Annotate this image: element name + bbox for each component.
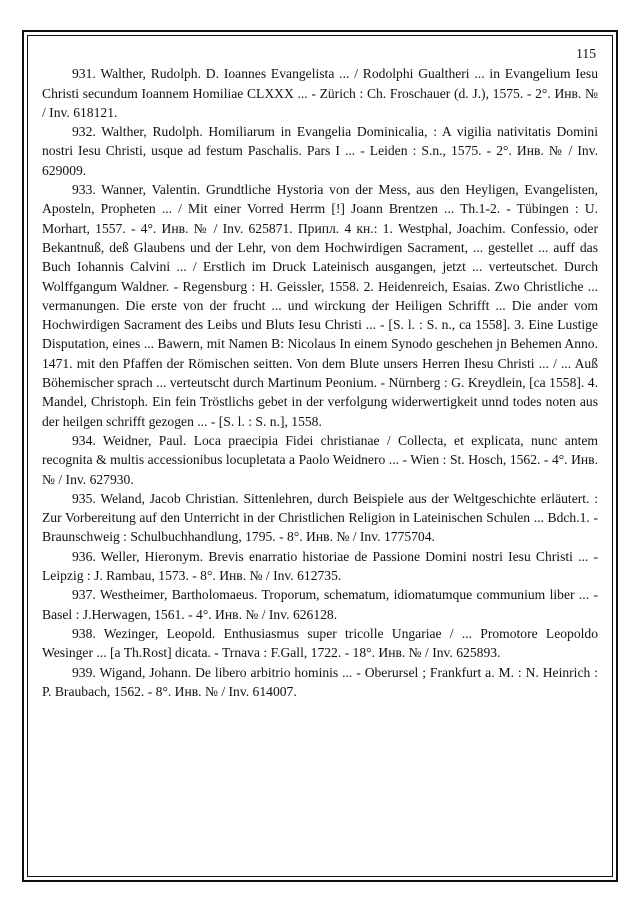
- catalog-entry-938: 938. Wezinger, Leopold. Enthusiasmus super tricolle Ungariae / ... Promotore Leopoldo Wesinger ... [a Th.Rost] dicata. - Trnava : F.Gall, 1722. - 18°. Инв. № / Inv. 625893.: [42, 625, 598, 661]
- catalog-entry-932: 932. Walther, Rudolph. Homiliarum in Evangelia Dominicalia, : A vigilia nativitatis Domini nostri Iesu Christi, usque ad festum Paschalis. Pars I ... - Leiden : S.n., 1575. - 2°. Инв. № / Inv. 629009.: [42, 124, 598, 178]
- catalog-entry-931: 931. Walther, Rudolph. D. Ioannes Evangelista ... / Rodolphi Gualtheri ... in Evangelium Iesu Christi secundum Ioannem Homiliae CLXXX ... - Zürich : Ch. Froschauer (d. J.), 1575. - 2°. Инв. № / Inv. 618121.: [42, 66, 598, 120]
- catalog-entry-937: 937. Westheimer, Bartholomaeus. Troporum, schematum, idiomatumque communium liber ... - Basel : J.Herwagen, 1561. - 4°. Инв. № / Inv. 626128.: [42, 587, 598, 622]
- catalog-entry-936: 936. Weller, Hieronym. Brevis enarratio historiae de Passione Domini nostri Iesu Christi ... - Leipzig : J. Rambau, 1573. - 8°. Инв. № / Inv. 612735.: [42, 548, 598, 584]
- catalog-entry-934: 934. Weidner, Paul. Loca praecipia Fidei christianae / Collecta, et explicata, nunc antem recognita & multis accessionibus locupletata a Paolo Weidnero ... - Wien : St. Hosch, 1562. - 4°. Инв. № / Inv. 627930.: [42, 432, 598, 487]
- catalog-entry-935: 935. Weland, Jacob Christian. Sittenlehren, durch Beispiele aus der Weltgeschichte erläutert. : Zur Vorbereitung auf den Unterricht in der Christlichen Religion in Lateinischen Schulen ... Bdch.1. - Braunschweig : Schulbuchhandlung, 1795. - 8°. Инв. № / Inv. 1775704.: [42, 490, 598, 545]
- catalog-entry-933: 933. Wanner, Valentin. Grundtliche Hystoria von der Mess, aus den Heyligen, Evangelisten, Aposteln, Propheten ... / Mit einer Vorred Herrm [!] Joann Brentzen ... Th.1-2. - Tübingen : U. Morhart, 1557. - 4°. Инв. № / Inv. 625871. Припл. 4 кн.: 1. Westphal, Joachim. Confessio, oder Bekantnuß, deß Glaubens und der Lehr, von dem Hochwirdigen Sacrament, ... gestellet ... auff das Buch Iohannis Calvini ... / Erstlich im Druck Lateinisch ausgangen, jetzt ... verteutschet. Durch Wolffgangum Waldner. - Regensburg : H. Geissler, 1558. 2. Heidenreich, Esaias. Zwo Christliche ... vermanungen. Die erste von der frucht ... und wirckung der Heiligen Schrifft ... Die ander vom Hochwirdigen Sacrament des Leibs und Bluts Iesu Christi ... - [S. l. : S. n., ca 1558]. 3. Eine Lustige Disputation, eines ... Bawern, mit Namen B: Nicolaus In einem Synodo geschehen jn Behemen Anno. 1471. mit den Pfaffen der Römischen seitten. Von dem Blute unsers Herren Ihesu Christi ... / ... Auß Böhemischer sprach ... verteutscht durch Martinum Peonium. - Nürnberg : G. Kreydlein, [ca 1558]. 4. Mandel, Christoph. Ein fein Tröstlichs gebet in der verfolgung widerwertigkeit unnd todes noten aus der heilgen schrifft gezogen ... - [S. l. : S. n.], 1558.: [42, 182, 598, 429]
- catalog-page: [42, 44, 598, 701]
- catalog-entry-939: 939. Wigand, Johann. De libero arbitrio hominis ... - Oberursel ; Frankfurt a. M. : N. Heinrich : P. Braubach, 1562. - 8°. Инв. № / Inv. 614007.: [42, 664, 598, 699]
- page-number: 115: [576, 46, 596, 61]
